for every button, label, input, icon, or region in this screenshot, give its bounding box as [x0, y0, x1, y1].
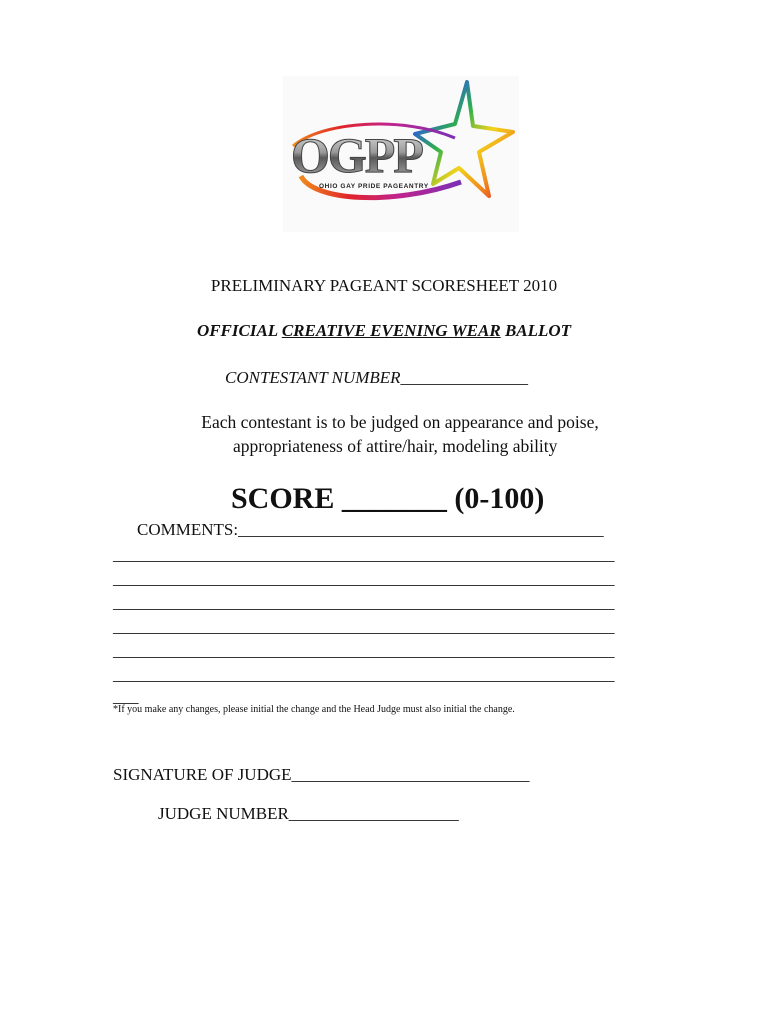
logo-graphic	[283, 76, 519, 232]
comments-field[interactable]: COMMENTS:___________________________________________	[137, 520, 604, 539]
ballot-heading	[0, 322, 768, 339]
comment-line[interactable]: ___________________________________________________________	[113, 593, 615, 612]
comment-line[interactable]: ___________________________________________________________	[113, 665, 615, 684]
ogpp-logo	[283, 76, 519, 232]
judge-number-field[interactable]: JUDGE NUMBER____________________	[158, 804, 459, 823]
judge-signature-field[interactable]: SIGNATURE OF JUDGE____________________________	[113, 765, 530, 784]
ballot-category: CREATIVE EVENING WEAR	[281, 321, 501, 340]
comment-line[interactable]: ___________________________________________________________	[113, 617, 615, 636]
ballot-prefix: OFFICIAL	[196, 321, 282, 340]
page-title: PRELIMINARY PAGEANT SCORESHEET 2010	[210, 276, 558, 295]
instructions-line-1: Each contestant is to be judged on appearance and poise,	[201, 412, 599, 432]
instructions-line-2: appropriateness of attire/hair, modeling ability	[233, 436, 558, 456]
comment-line[interactable]: ___	[113, 687, 139, 706]
comment-line[interactable]: ___________________________________________________________	[113, 641, 615, 660]
comment-line[interactable]: ___________________________________________________________	[113, 569, 615, 588]
footnote: *If you make any changes, please initial the change and the Head Judge must also initial the change.	[113, 704, 515, 715]
score-field[interactable]: SCORE _______ (0-100)	[231, 482, 545, 515]
logo-tagline: OHIO GAY PRIDE PAGEANTRY	[319, 183, 429, 190]
contestant-number-field[interactable]: CONTESTANT NUMBER_______________	[225, 368, 529, 387]
star-icon	[415, 82, 513, 196]
logo-wordmark: OGPP	[291, 127, 422, 183]
comment-line[interactable]: ___________________________________________________________	[113, 545, 615, 564]
ballot-suffix: BALLOT	[500, 321, 572, 340]
